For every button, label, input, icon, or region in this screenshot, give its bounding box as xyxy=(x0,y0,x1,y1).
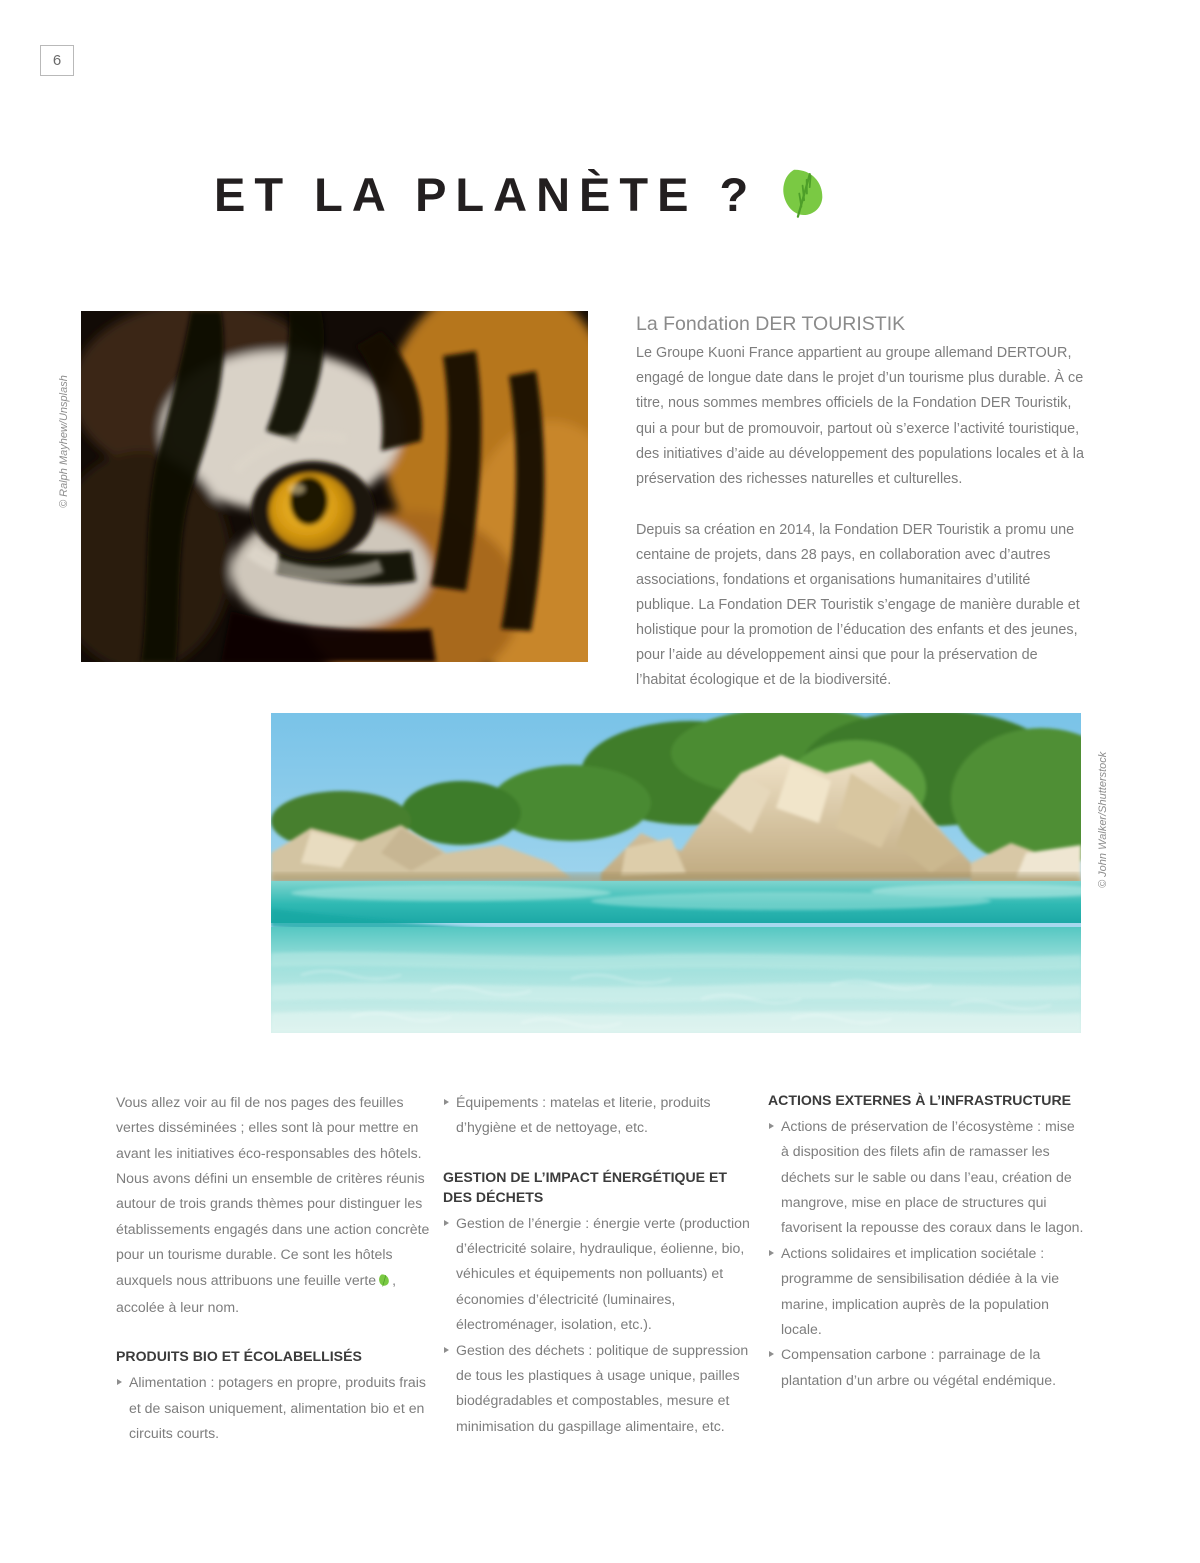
column-right xyxy=(768,1090,1086,1393)
heading-actions-externes: ACTIONS EXTERNES À L’INFRASTRUCTURE xyxy=(768,1092,1072,1108)
column-middle xyxy=(443,1090,753,1439)
tiger-photo-credit: © Ralph Mayhew/Unsplash xyxy=(58,375,70,508)
column-left xyxy=(116,1090,431,1446)
leaf-icon xyxy=(775,164,831,225)
criteria-columns xyxy=(0,1090,1200,1470)
list-gestion xyxy=(443,1211,753,1439)
leaf-explanation-part-1: Vous allez voir au fil de nos pages des feuilles vertes disséminées ; elles sont là pour mettre en avant les initiatives éco-responsables des hôtels. Nous avons défini un ensemble de critères réunis autour de trois grands thèmes pour distinguer les établissements engagés dans une action concrète pour un tourisme durable. Ce sont les hôtels auxquels nous attribuons une feuille verte xyxy=(116,1094,430,1288)
page-number xyxy=(40,45,74,76)
heading-gestion-energie: GESTION DE L’IMPACT ÉNERGÉTIQUE ET DES DÉCHETS xyxy=(443,1168,727,1205)
list-item: Gestion des déchets : politique de suppression de tous les plastiques à usage unique, pailles biodégradables et compostables, mesure et minimisation du gaspillage alimentaire, etc. xyxy=(443,1338,753,1439)
list-produits-bio xyxy=(116,1370,431,1446)
foundation-paragraph-1: Le Groupe Kuoni France appartient au groupe allemand DERTOUR, engagé de longue date dans le projet d’un tourisme plus durable. À ce titre, nous sommes membres officiels de la Fondation DER Touristik, qui a pour but de promouvoir, partout où s’exerce l’activité touristique, des initiatives d’aide au développement des populations locales et à la préservation des richesses naturelles et culturelles. xyxy=(636,345,1085,487)
lagoon-beach-photo xyxy=(271,713,1081,1033)
heading-produits-bio: PRODUITS BIO ET ÉCOLABELLISÉS xyxy=(116,1348,362,1365)
list-item: Alimentation : potagers en propre, produits frais et de saison uniquement, alimentation bio et en circuits courts. xyxy=(116,1370,431,1446)
beach-photo-credit: © John Walker/Shutterstock xyxy=(1097,751,1109,888)
tiger-eye-photo xyxy=(81,311,588,662)
foundation-intro xyxy=(636,311,1088,693)
list-item: Gestion de l’énergie : énergie verte (production d’électricité solaire, hydraulique, éolienne, bio, véhicules et équipements non polluants) et économies d’électricité (luminaires, électroménager, isolation, etc.). xyxy=(443,1211,753,1338)
leaf-explanation xyxy=(116,1090,431,1320)
list-item: Actions solidaires et implication sociétale : programme de sensibilisation dédiée à la vie marine, implication auprès de la population locale. xyxy=(768,1241,1086,1342)
foundation-paragraph-2: Depuis sa création en 2014, la Fondation DER Touristik a promu une centaine de projets, dans 28 pays, en collaboration avec d’autres associations, fondations et organisations humanitaires d’utilité publique. La Fondation DER Touristik s’engage de manière durable et holistique pour la promotion de l’éducation des enfants et des jeunes, pour l’aide au développement ainsi que pour la préservation de l’habitat écologique et de la biodiversité. xyxy=(636,521,1080,689)
foundation-heading: La Fondation DER TOURISTIK xyxy=(636,313,906,335)
leaf-explanation-part-2: , accolée à leur nom. xyxy=(116,1271,397,1315)
page-title-text: ET LA PLANÈTE ? xyxy=(214,167,758,221)
list-item: Équipements : matelas et literie, produits d’hygiène et de nettoyage, etc. xyxy=(443,1090,753,1141)
leaf-icon-inline xyxy=(377,1270,391,1295)
lagoon-beach-image xyxy=(271,713,1081,1033)
list-item: Actions de préservation de l’écosystème : mise à disposition des filets afin de ramasser les déchets sur le sable ou dans l’eau, création de mangrove, mise en place de structures qui favorisent la repousse des coraux dans le lagon. xyxy=(768,1114,1086,1241)
page-number-value: 6 xyxy=(52,52,62,69)
list-item: Compensation carbone : parrainage de la plantation d’un arbre ou végétal endémique. xyxy=(768,1342,1086,1393)
tiger-eye-image xyxy=(81,311,588,662)
list-equipements xyxy=(443,1090,753,1141)
list-actions-externes xyxy=(768,1114,1086,1393)
page-title xyxy=(214,158,831,230)
